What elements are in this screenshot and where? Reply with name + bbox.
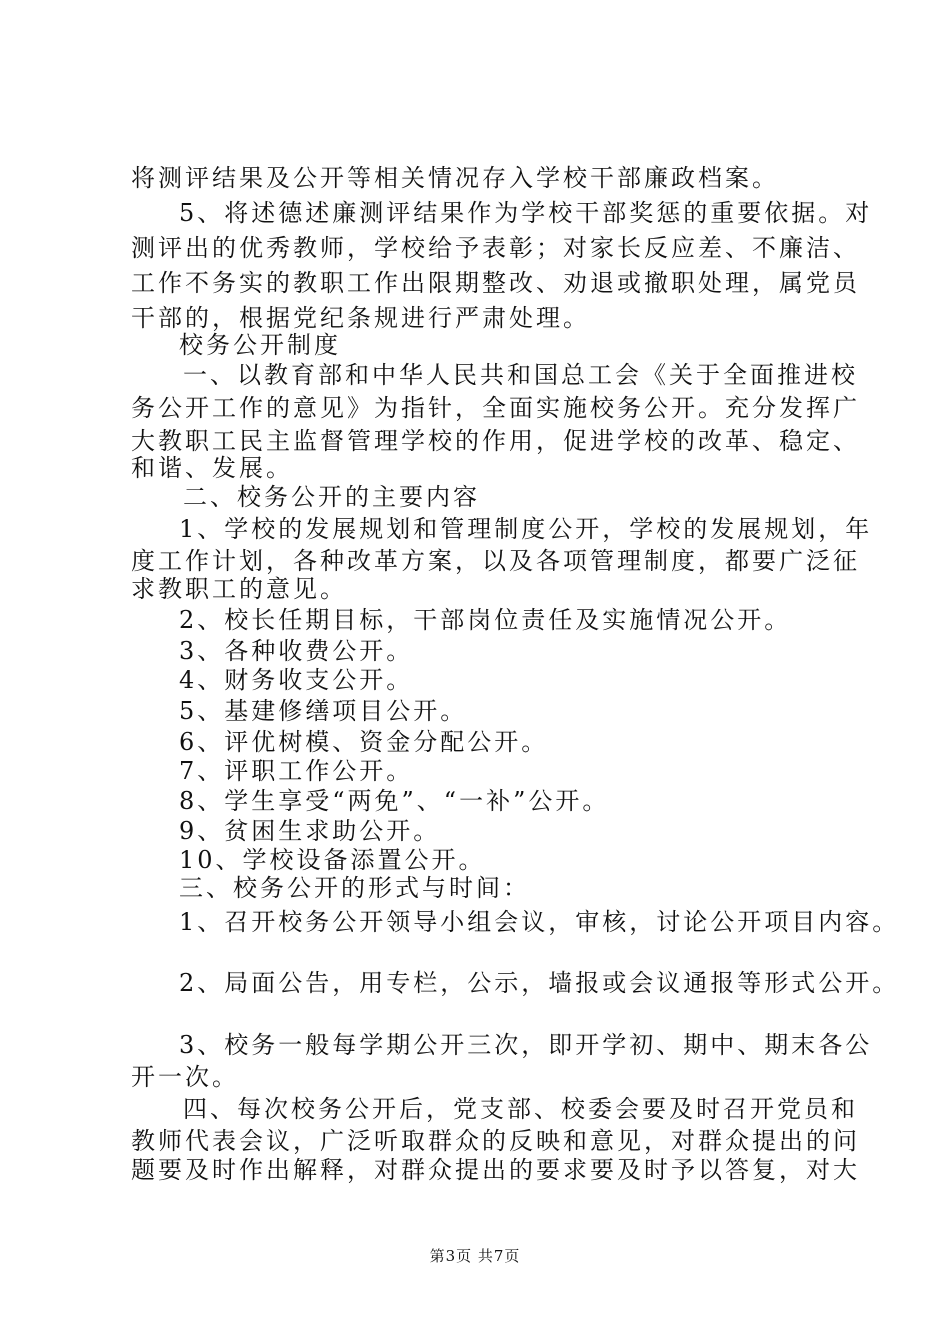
text-line: 度工作计划，各种改革方案，以及各项管理制度，都要广泛征 (131, 547, 860, 575)
text-line: 8、学生享受“两免”、“一补”公开。 (179, 787, 610, 815)
text-line: 工作不务实的教职工作出限期整改、劝退或撤职处理，属党员 (131, 269, 860, 297)
text-line: 干部的，根据党纪条规进行严肃处理。 (131, 304, 590, 332)
text-line: 大教职工民主监督管理学校的作用，促进学校的改革、稳定、 (131, 427, 860, 455)
text-line: 4、财务收支公开。 (179, 666, 414, 694)
text-line: 3、校务一般每学期公开三次，即开学初、期中、期末各公 (179, 1031, 873, 1059)
text-line: 2、校长任期目标，干部岗位责任及实施情况公开。 (179, 606, 792, 634)
page-footer: 第3页 共7页 (429, 1247, 521, 1265)
text-line: 1、召开校务公开领导小组会议，审核，讨论公开项目内容。 (179, 908, 900, 936)
text-line: 9、贫困生求助公开。 (179, 817, 441, 845)
text-line: 5、基建修缮项目公开。 (179, 697, 468, 725)
text-line: 测评出的优秀教师，学校给予表彰；对家长反应差、不廉洁、 (131, 234, 860, 262)
text-line: 3、各种收费公开。 (179, 637, 414, 665)
text-line: 7、评职工作公开。 (179, 757, 414, 785)
text-line: 教师代表会议，广泛听取群众的反映和意见，对群众提出的问 (131, 1127, 860, 1155)
text-line: 10、学校设备添置公开。 (179, 846, 486, 874)
text-line: 5、将述德述廉测评结果作为学校干部奖惩的重要依据。对 (179, 199, 873, 227)
text-line: 2、局面公告，用专栏，公示，墙报或会议通报等形式公开。 (179, 969, 900, 997)
text-line: 务公开工作的意见》为指针，全面实施校务公开。充分发挥广 (131, 394, 860, 422)
text-line: 和谐、发展。 (131, 454, 293, 482)
text-line: 6、评优树模、资金分配公开。 (179, 728, 549, 756)
text-line: 二、校务公开的主要内容 (183, 483, 480, 511)
text-line: 题要及时作出解释，对群众提出的要求要及时予以答复，对大 (131, 1156, 860, 1184)
text-line: 1、学校的发展规划和管理制度公开，学校的发展规划，年 (179, 515, 873, 543)
text-line: 一、以教育部和中华人民共和国总工会《关于全面推进校 (183, 361, 858, 389)
text-line: 求教职工的意见。 (131, 575, 347, 603)
section-heading: 校务公开制度 (179, 331, 341, 359)
text-line: 四、每次校务公开后，党支部、校委会要及时召开党员和 (183, 1095, 858, 1123)
text-line: 开一次。 (131, 1063, 239, 1091)
text-line: 将测评结果及公开等相关情况存入学校干部廉政档案。 (131, 164, 779, 192)
text-line: 三、校务公开的形式与时间： (179, 874, 530, 902)
